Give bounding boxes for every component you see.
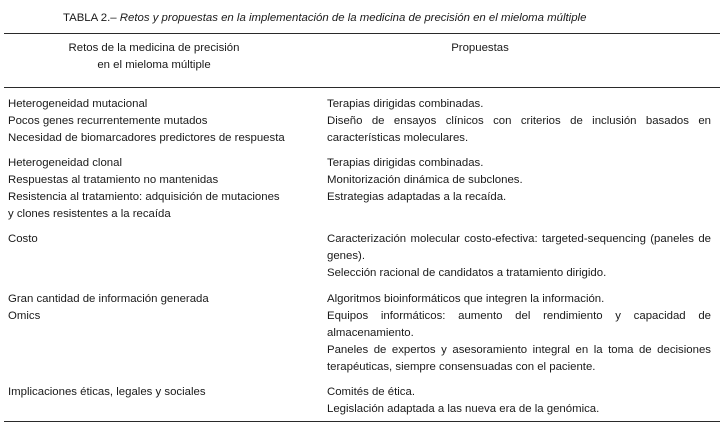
- challenge-text: Costo: [8, 233, 38, 245]
- proposal-text: Terapias dirigidas combinadas.: [327, 98, 484, 110]
- table-header-rule: [4, 87, 720, 88]
- proposal-text: Caracterización molecular costo-efectiva: targeted-sequencing (paneles de genes).: [327, 233, 711, 262]
- table-bottom-rule: [4, 421, 720, 422]
- challenge-text: Implicaciones éticas, legales y sociales: [8, 386, 206, 398]
- table-caption-label: TABLA 2.–: [63, 12, 120, 24]
- challenge-text: y clones resistentes a la recaída: [8, 208, 171, 220]
- proposal-text: Terapias dirigidas combinadas.: [327, 157, 484, 169]
- proposal-cell: [327, 231, 711, 282]
- table-top-rule: [4, 33, 720, 34]
- challenge-cell: [8, 96, 313, 147]
- header-challenges: [4, 40, 304, 74]
- challenge-text: Respuestas al tratamiento no mantenidas: [8, 174, 219, 186]
- challenge-text: Resistencia al tratamiento: adquisición de mutaciones: [8, 191, 280, 203]
- table-caption-title: Retos y propuestas en la implementación de la medicina de precisión en el mieloma múltiple: [119, 12, 587, 24]
- proposal-text: Algoritmos bioinformáticos que integren la información.: [327, 293, 605, 305]
- header-proposals: Propuestas: [451, 42, 509, 54]
- proposal-cell: [327, 155, 711, 206]
- challenge-cell: [8, 231, 313, 248]
- challenge-cell: [8, 384, 313, 401]
- proposal-text: Diseño de ensayos clínicos con criterios de inclusión basados en características moleculares.: [327, 115, 711, 144]
- proposal-cell: [327, 96, 711, 147]
- challenge-text: Omics: [8, 310, 41, 322]
- proposal-text: Paneles de expertos y asesoramiento integral en la toma de decisiones terapéuticas, siempre consensuadas con el paciente.: [327, 344, 711, 373]
- challenge-cell: [8, 291, 313, 325]
- proposal-cell: [327, 384, 711, 418]
- header-challenges-line-2: en el mieloma múltiple: [97, 59, 211, 71]
- challenge-text: Heterogeneidad clonal: [8, 157, 122, 169]
- challenge-text: Gran cantidad de información generada: [8, 293, 209, 305]
- proposal-text: Monitorización dinámica de subclones.: [327, 174, 523, 186]
- proposal-text: Estrategias adaptadas a la recaída.: [327, 191, 507, 203]
- challenge-cell: [8, 155, 313, 223]
- proposal-text: Equipos informáticos: aumento del rendimiento y capacidad de almacenamiento.: [327, 310, 711, 339]
- challenge-text: Pocos genes recurrentemente mutados: [8, 115, 208, 127]
- challenge-text: Heterogeneidad mutacional: [8, 98, 148, 110]
- header-challenges-line-1: Retos de la medicina de precisión: [68, 42, 240, 54]
- proposal-cell: [327, 291, 711, 376]
- proposal-text: Selección racional de candidatos a tratamiento dirigido.: [327, 267, 607, 279]
- table-caption: [63, 10, 586, 27]
- challenge-text: Necesidad de biomarcadores predictores de respuesta: [8, 132, 285, 144]
- proposal-text: Comités de ética.: [327, 386, 415, 398]
- proposal-text: Legislación adaptada a las nueva era de la genómica.: [327, 403, 600, 415]
